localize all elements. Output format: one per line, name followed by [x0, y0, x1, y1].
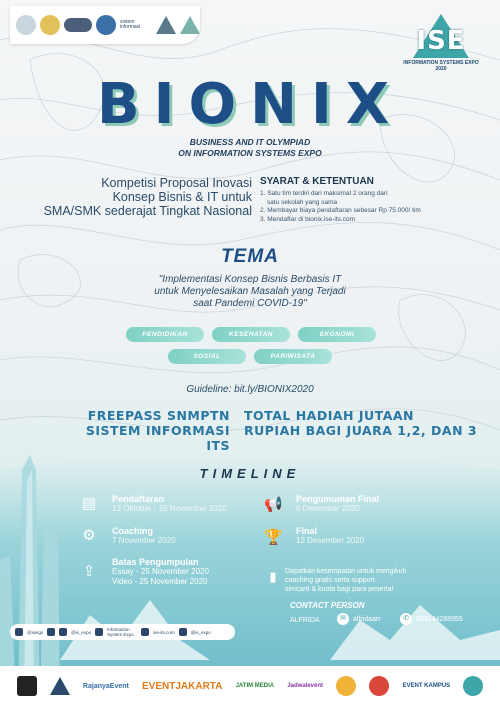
competition-line: SMA/SMK sederajat Tingkat Nasional	[43, 204, 252, 218]
social-handle[interactable]: @is_expo	[190, 629, 211, 635]
event-date: 6 Desember 2020	[296, 504, 360, 513]
ministry-logo-icon	[40, 15, 60, 35]
prize-line: FREEPASS SNMPTN	[87, 408, 230, 423]
web-icon	[141, 628, 149, 636]
ise-subtitle: INFORMATION SYSTEMS EXPO	[403, 60, 479, 66]
guideline-link[interactable]: Guideline: bit.ly/BIONIX2020	[186, 384, 314, 395]
event-title: Coaching	[112, 526, 154, 536]
prize-right	[244, 408, 484, 438]
line-icon: ✉	[337, 613, 349, 625]
contact-name: ALFRIDA	[290, 617, 320, 624]
note-line: simcard & kuota bagi para peserta!	[285, 586, 394, 593]
timeline-event	[112, 557, 209, 587]
gears-icon: ⚙	[82, 527, 96, 544]
event-date: Essay - 25 November 2020	[112, 567, 209, 576]
category-pill: SOSIAL	[168, 349, 246, 364]
social-handle[interactable]: ise-its.com	[153, 629, 175, 635]
note-line: coaching gratis serta support	[285, 577, 375, 584]
contact-phone[interactable]: 083144288955	[416, 616, 463, 623]
terms-item: 1. Satu tim terdiri dari maksimal 2 orang dari	[260, 190, 388, 197]
competition-line: Konsep Bisnis & IT untuk	[112, 190, 252, 204]
document-icon: ▤	[81, 495, 97, 512]
its-logo-icon	[16, 15, 36, 35]
event-title: Final	[296, 526, 318, 536]
ise-year: 2020	[435, 66, 447, 72]
timeline-heading: TIMELINE	[199, 466, 301, 481]
upload-icon: ⇪	[82, 563, 96, 580]
event-date: 12 Desember 2020	[296, 536, 365, 545]
social-handle[interactable]: @is_expo	[71, 629, 92, 635]
terms-section	[260, 176, 490, 224]
sponsor-logo-icon	[369, 676, 389, 696]
expo-logo-icon	[156, 16, 176, 34]
contact-line-id[interactable]: alfridaarr	[353, 616, 381, 623]
quote-line: untuk Menyelesaikan Masalah yang Terjadi	[154, 286, 346, 297]
event-date: 7 November 2020	[112, 536, 176, 545]
terms-item: 3. Mendaftar di bionix.ise-its.com	[260, 215, 356, 223]
timeline-event	[296, 526, 364, 546]
theme-quote	[0, 274, 500, 310]
competition-description	[20, 176, 252, 218]
event-title: Pendaftaran	[112, 494, 165, 504]
terms-heading: SYARAT & KETENTUAN	[260, 176, 374, 187]
sponsor-bar	[0, 666, 500, 706]
youtube-icon	[95, 628, 103, 636]
sponsor-logo-icon	[50, 677, 70, 695]
social-handle[interactable]: @iseigs	[27, 629, 44, 635]
note-line: Dapatkan kesempatan untuk mengikuti	[285, 568, 407, 575]
si-logo-icon	[96, 15, 116, 35]
category-pill: PENDIDIKAN	[126, 327, 204, 342]
timeline-event	[112, 526, 176, 546]
event-subtitle	[0, 137, 500, 159]
category-pill: KESEHATAN	[212, 327, 290, 342]
terms-item: 2. Membayar biaya pendaftaran sebesar Rp 75.000/ tim	[260, 207, 421, 214]
tiktok-icon	[179, 628, 187, 636]
instagram-icon	[47, 628, 55, 636]
category-pill: PARIWISATA	[254, 349, 332, 364]
terms-item: satu sekolah yang sama	[267, 198, 338, 206]
sponsor-name: EVENT KAMPUS	[402, 683, 451, 689]
event-date: Video - 25 November 2020	[112, 577, 208, 586]
quote-line: saat Pandemi COVID-19"	[193, 298, 307, 309]
sponsor-logo-icon	[17, 676, 37, 696]
subtitle-line: BUSINESS AND IT OLYMPIAD	[189, 137, 311, 147]
category-pill: EKONOMI	[298, 327, 376, 342]
institution-logos	[10, 6, 200, 44]
prize-line: RUPIAH BAGI JUARA 1,2, DAN 3	[244, 423, 478, 438]
hmsi-logo-icon	[64, 18, 92, 32]
sponsor-name: RajanyaEvent	[82, 682, 129, 690]
ise-word: ISE	[416, 26, 466, 56]
subtitle-line: ON INFORMATION SYSTEMS EXPO	[178, 148, 322, 158]
coaching-note	[285, 567, 490, 594]
twitter-icon	[59, 628, 67, 636]
whatsapp-icon: ✆	[400, 613, 412, 625]
quote-line: "Implementasi Konsep Bisnis Berbasis IT	[158, 274, 342, 285]
simcard-icon: ▮	[269, 569, 277, 584]
prize-line: SISTEM INFORMASI ITS	[85, 423, 230, 453]
event-date: 13 Oktober - 15 November 2020	[112, 504, 227, 513]
megaphone-icon: 📢	[264, 496, 283, 513]
event-title: BIONIX	[96, 72, 403, 137]
event-title: Batas Pengumpulan	[112, 557, 199, 567]
contact-heading: CONTACT PERSON	[290, 601, 365, 610]
mountain-logo-icon	[180, 16, 200, 34]
sponsor-name: EVENTJAKARTA	[142, 680, 223, 692]
sponsor-name: JATIM MEDIA	[235, 683, 275, 689]
timeline-event	[296, 494, 379, 514]
social-media-bar	[10, 624, 235, 640]
event-title: Pengumuman Final	[296, 494, 380, 504]
theme-heading: TEMA	[221, 246, 279, 267]
sponsor-logo-icon	[463, 676, 483, 696]
sponsor-logo-icon	[336, 676, 356, 696]
si-logo-text: sistem informasi	[120, 19, 141, 30]
email-icon	[15, 628, 23, 636]
sponsor-name: Jadwalevent	[287, 683, 323, 689]
social-handle[interactable]: Information System Expo	[107, 627, 134, 637]
trophy-icon: 🏆	[264, 529, 283, 546]
prize-left	[70, 408, 230, 453]
timeline-event	[112, 494, 227, 514]
competition-line: Kompetisi Proposal Inovasi	[101, 176, 252, 190]
prize-line: TOTAL HADIAH JUTAAN	[244, 408, 415, 423]
